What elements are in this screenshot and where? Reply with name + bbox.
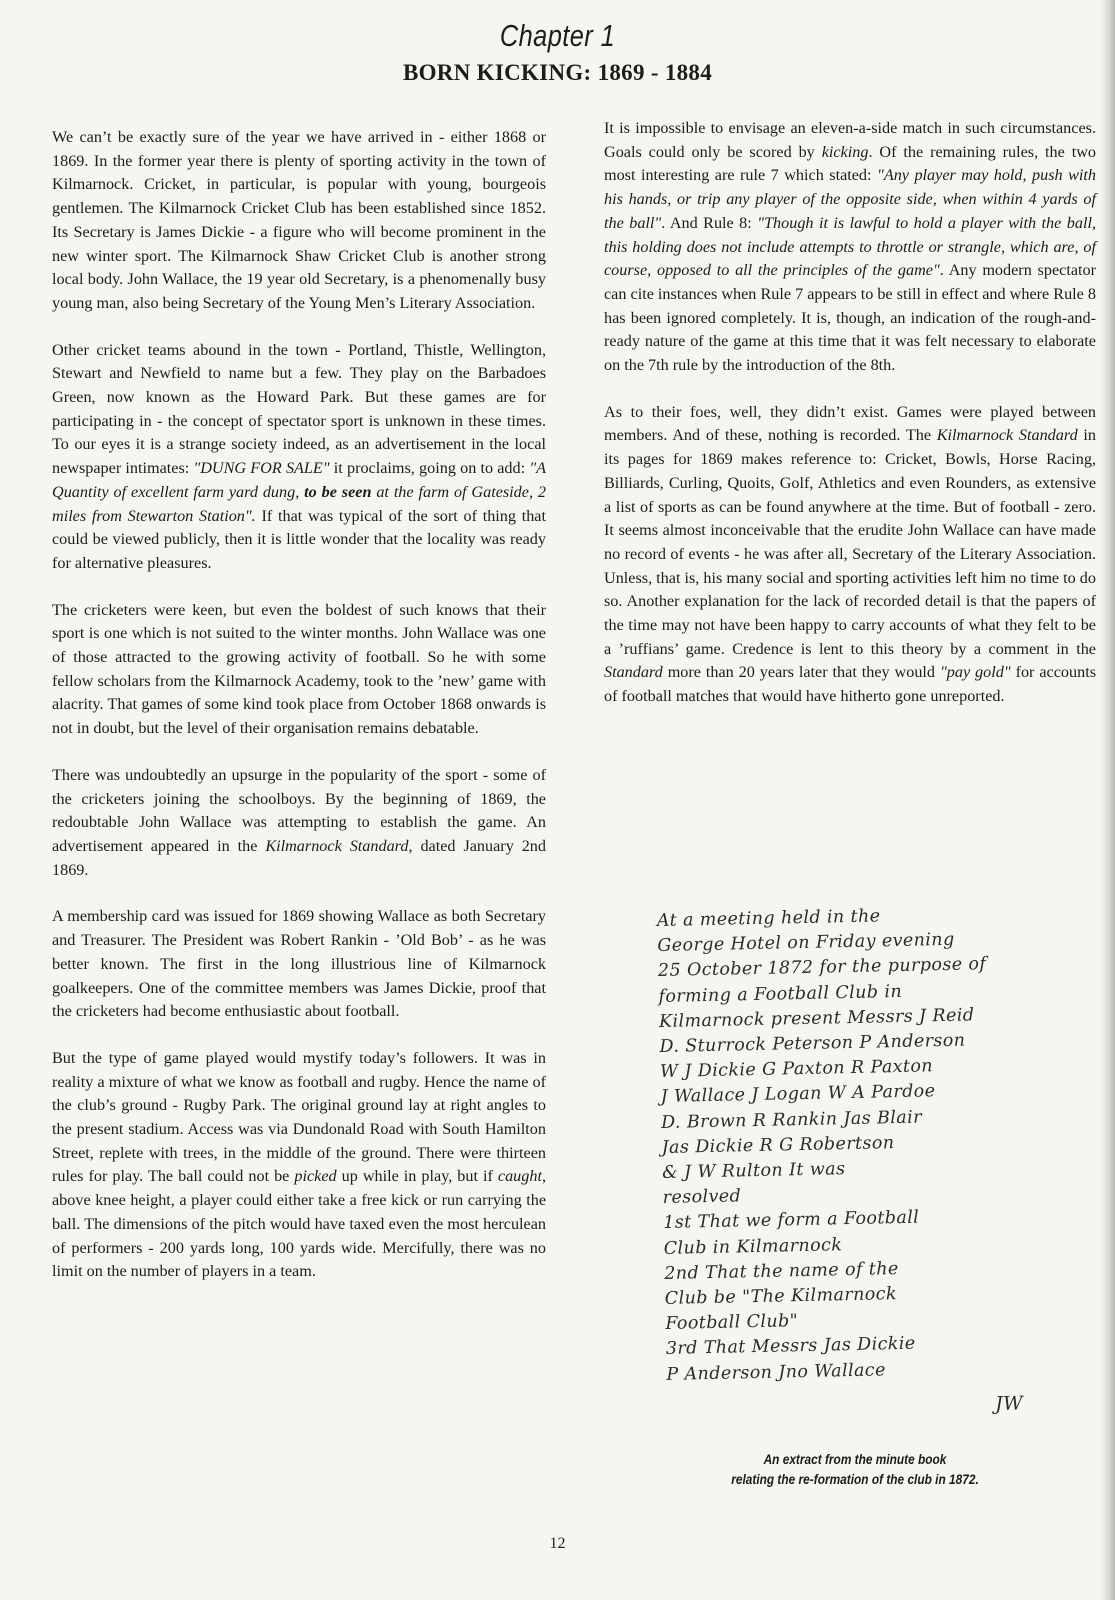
emphasis-text: picked <box>294 1167 337 1186</box>
page-number: 12 <box>549 1535 566 1552</box>
manuscript-line: P Anderson Jno Wallace <box>666 1359 886 1385</box>
paragraph-text: If that was typical of the sort of thing that could be viewed publicly, then it is little wonder that the locality was ready for alternative pleasures. <box>52 506 546 572</box>
paragraph-text: , above knee height, a player could either take a free kick or run carrying the ball. The dimensions of the pitch would have taxed even the most herculean of performers - 200 yards long, 100 yards wide. Mercifully, there was no limit on the number of players in a team. <box>52 1167 546 1281</box>
newspaper-title: Kilmarnock Standard <box>936 426 1078 445</box>
newspaper-title: Standard <box>604 663 663 682</box>
paragraph-text: The cricketers were keen, but even the boldest of such knows that their sport is one which is not suited to the winter months. John Wallace was one of those attracted to the growing activity of football. So he with some fellow scholars from the Kilmarnock Academy, took to the ’new’ game with alacrity. That games of some kind took place from October 1868 onwards is not in doubt, but the level of their organisation remains debatable. <box>52 600 546 738</box>
paragraph <box>604 117 1096 378</box>
manuscript-line: 2nd That the name of the <box>664 1258 899 1284</box>
chapter-title: BORN KICKING: 1869 - 1884 <box>402 60 713 85</box>
quote-text: "pay gold" <box>939 663 1011 682</box>
caption-line: An extract from the minute book <box>763 1452 947 1467</box>
paragraph-text: , dated January 2nd 1869. <box>52 836 546 879</box>
minute-book-extract <box>657 901 1048 1424</box>
manuscript-line: resolved <box>662 1186 742 1209</box>
paragraph <box>604 401 1096 709</box>
manuscript-line: J Wallace J Logan W A Pardoe <box>660 1081 936 1108</box>
figure-caption <box>648 1450 1062 1490</box>
manuscript-line: D. Brown R Rankin Jas Blair <box>660 1107 923 1133</box>
manuscript-line: Kilmarnock present Messrs J Reid <box>658 1005 975 1032</box>
quote-text: "A Quantity of excellent farm yard dung, <box>52 459 546 501</box>
paragraph-text: . And Rule 8: <box>661 213 758 232</box>
caption-line: relating the re-formation of the club in 1872. <box>731 1472 979 1487</box>
newspaper-title: Kilmarnock Standard <box>265 836 409 855</box>
left-column <box>52 126 546 1307</box>
quote-text: "DUNG FOR SALE" <box>193 459 330 478</box>
chapter-label: Chapter 1 <box>499 18 616 53</box>
manuscript-line: George Hotel on Friday evening <box>657 930 955 957</box>
paragraph <box>52 126 546 316</box>
rule-quote: "Any player may hold, push with his hands, or trip any player of the opposite side, when within 4 yards of the ball" <box>604 166 1096 232</box>
paragraph-text: . Of the remaining rules, the two most interesting are rule 7 which stated: <box>604 142 1096 185</box>
paragraph <box>52 1047 546 1284</box>
paragraph <box>52 764 546 883</box>
paragraph-text: it proclaims, going on to add: <box>329 459 530 478</box>
manuscript-line: Club be "The Kilmarnock <box>664 1284 898 1309</box>
signature: JW <box>994 1392 1024 1415</box>
manuscript-line: Football Club" <box>665 1311 799 1335</box>
quote-text: at the farm of Gateside, 2 miles from Stewarton Station". <box>52 482 546 525</box>
page-edge <box>1101 0 1115 1600</box>
rule-quote: "Though it is lawful to hold a player with the ball, this holding does not include attempts to throttle or strangle, which are, of course, opposed to all the principles of the game" <box>604 213 1097 280</box>
manuscript-line: 3rd That Messrs Jas Dickie <box>665 1334 916 1360</box>
paragraph-text: more than 20 years later that they would <box>662 663 940 682</box>
paragraph-text: It is impossible to envisage an eleven-a-side match in such circumstances. Goals could only be scored by <box>604 119 1096 161</box>
paragraph-text: Other cricket teams abound in the town - Portland, Thistle, Wellington, Stewart and Newfield to name but a few. They play on the Barbadoes Green, now known as the Howard Park. But these games are for participating in - the concept of spectator sport is unknown in these times. To our eyes it is a strange society indeed, as an advertisement in the local newspaper intimates: <box>52 340 546 478</box>
paragraph-text: in its pages for 1869 makes reference to: Cricket, Bowls, Horse Racing, Billiards, Curling, Quoits, Golf, Athletics and even Rounders, as extensive a list of sports as can be found anywhere at the time. But of football - zero. It seems almost inconceivable that the erudite John Wallace can have made no record of events - he was after all, Secretary of the Literary Association. Unless, that is, his many social and sporting activities left him no time to do so. Another explanation for the lack of recorded detail is that the papers of the time may not have been happy to carry accounts of what they felt to be a ’ruffians’ game. Credence is lent to this theory by a comment in the <box>604 426 1096 658</box>
paragraph-text: up while in play, but if <box>336 1167 498 1186</box>
paragraph-text: But the type of game played would mystify today’s followers. It was in reality a mixture of what we know as football and rugby. Hence the name of the club’s ground - Rugby Park. The original ground lay at right angles to the present stadium. Access was via Dundonald Road with South Hamilton Street, replete with trees, in the middle of the ground. There were thirteen rules for play. The ball could not be <box>52 1048 546 1186</box>
paragraph <box>52 599 546 741</box>
quote-emphasis: to be seen <box>304 482 372 501</box>
right-column <box>604 117 1096 732</box>
paragraph <box>52 905 546 1024</box>
paragraph-text: . Any modern spectator can cite instances when Rule 7 appears to be still in effect and where Rule 8 has been ignored completely. It is, though, an indication of the rough-and-ready nature of the game at this time that it was felt necessary to elaborate on the 7th rule by the introduction of the 8th. <box>604 261 1096 375</box>
paragraph-text: As to their foes, well, they didn’t exist. Games were played between members. And of these, nothing is recorded. The <box>604 402 1096 445</box>
manuscript-line: W J Dickie G Paxton R Paxton <box>659 1056 934 1083</box>
paragraph-text: We can’t be exactly sure of the year we have arrived in - either 1868 or 1869. In the former year there is plenty of sporting activity in the town of Kilmarnock. Cricket, in particular, is popular with young, bourgeois gentlemen. The Kilmarnock Cricket Club has been established since 1852. Its Secretary is James Dickie - a figure who will become prominent in the new winter sport. The Kilmarnock Shaw Cricket Club is another strong local body. John Wallace, the 19 year old Secretary, is a phenomenally busy young man, also being Secretary of the Young Men’s Literary Association. <box>52 128 546 312</box>
paragraph-text: for accounts of football matches that would have hitherto gone unreported. <box>604 663 1097 706</box>
paragraph <box>52 339 546 576</box>
manuscript-line: At a meeting held in the <box>656 906 881 932</box>
paragraph-text: A membership card was issued for 1869 showing Wallace as both Secretary and Treasurer. The President was Robert Rankin - ’Old Bob’ - as he was better known. The first in the long illustrious line of Kilmarnock goalkeepers. One of the committee members was James Dickie, proof that the cricketers had become enthusiastic about football. <box>52 907 546 1021</box>
emphasis-text: caught <box>497 1167 542 1186</box>
manuscript-line: 25 October 1872 for the purpose of <box>657 954 987 982</box>
manuscript-line: & J W Rulton It was <box>661 1159 846 1184</box>
manuscript-line: 1st That we form a Football <box>663 1208 920 1234</box>
manuscript-line: Jas Dickie R G Robertson <box>661 1132 895 1158</box>
emphasis-text: kicking <box>821 142 869 161</box>
paragraph-text: There was undoubtedly an upsurge in the popularity of the sport - some of the cricketers joining the schoolboys. By the beginning of 1869, the redoubtable John Wallace was attempting to establish the game. An advertisement appeared in the <box>52 765 546 855</box>
manuscript-line: Club in Kilmarnock <box>663 1234 843 1259</box>
manuscript-line: forming a Football Club in <box>658 981 903 1007</box>
manuscript-line: D. Sturrock Peterson P Anderson <box>659 1030 966 1058</box>
